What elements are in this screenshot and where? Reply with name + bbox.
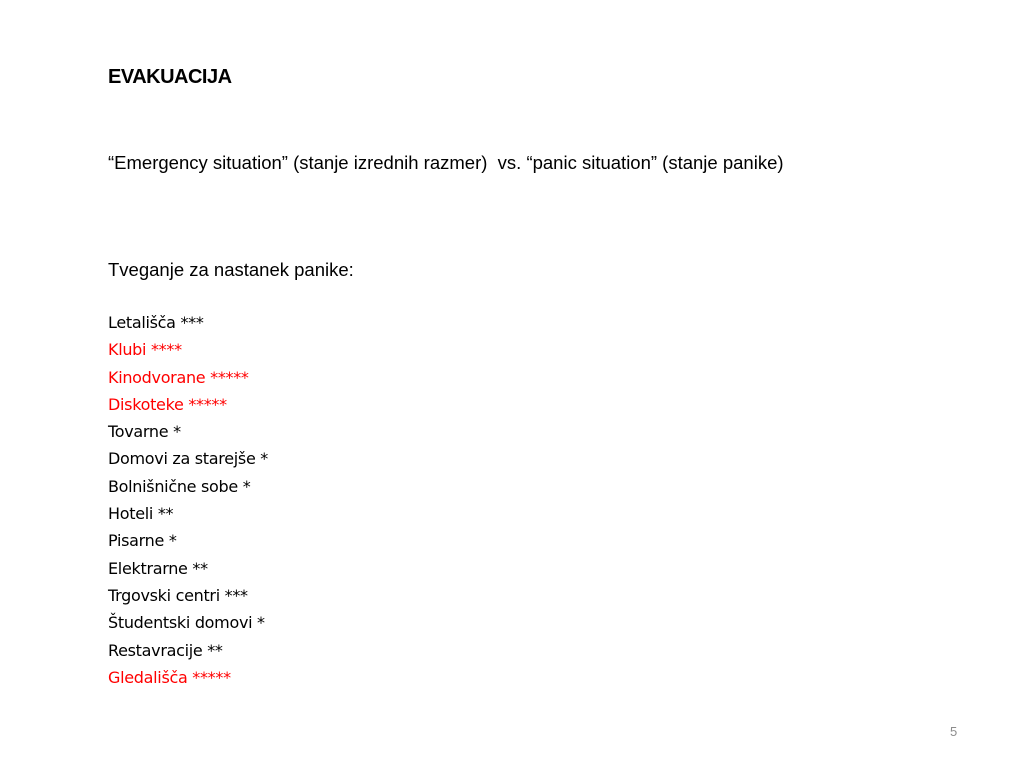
risk-item: Letališča *** — [108, 313, 204, 332]
risk-item: Kinodvorane ***** — [108, 367, 249, 387]
risk-item: Klubi **** — [108, 340, 182, 360]
risk-item: Trgovski centri *** — [108, 585, 248, 605]
risk-list-heading: Tveganje za nastanek panike: — [108, 259, 354, 280]
risk-item: Gledališča ***** — [108, 667, 231, 687]
risk-item: Hoteli ** — [108, 504, 174, 524]
slide-subtitle: “Emergency situation” (stanje izrednih razmer) vs. “panic situation” (stanje panike) — [108, 152, 784, 173]
risk-item: Elektrarne ** — [108, 558, 208, 578]
risk-item: Diskoteke ***** — [108, 394, 227, 414]
risk-item: Tovarne * — [108, 422, 181, 442]
slide-title: EVAKUACIJA — [108, 66, 232, 88]
risk-item: Restavracije ** — [108, 640, 223, 660]
risk-item: Domovi za starejše * — [108, 449, 268, 469]
risk-item: Bolnišnične sobe * — [108, 476, 251, 496]
risk-item: Študentski domovi * — [108, 613, 265, 633]
risk-item: Pisarne * — [108, 531, 177, 551]
risk-list — [108, 309, 268, 691]
page-number: 5 — [950, 724, 958, 739]
